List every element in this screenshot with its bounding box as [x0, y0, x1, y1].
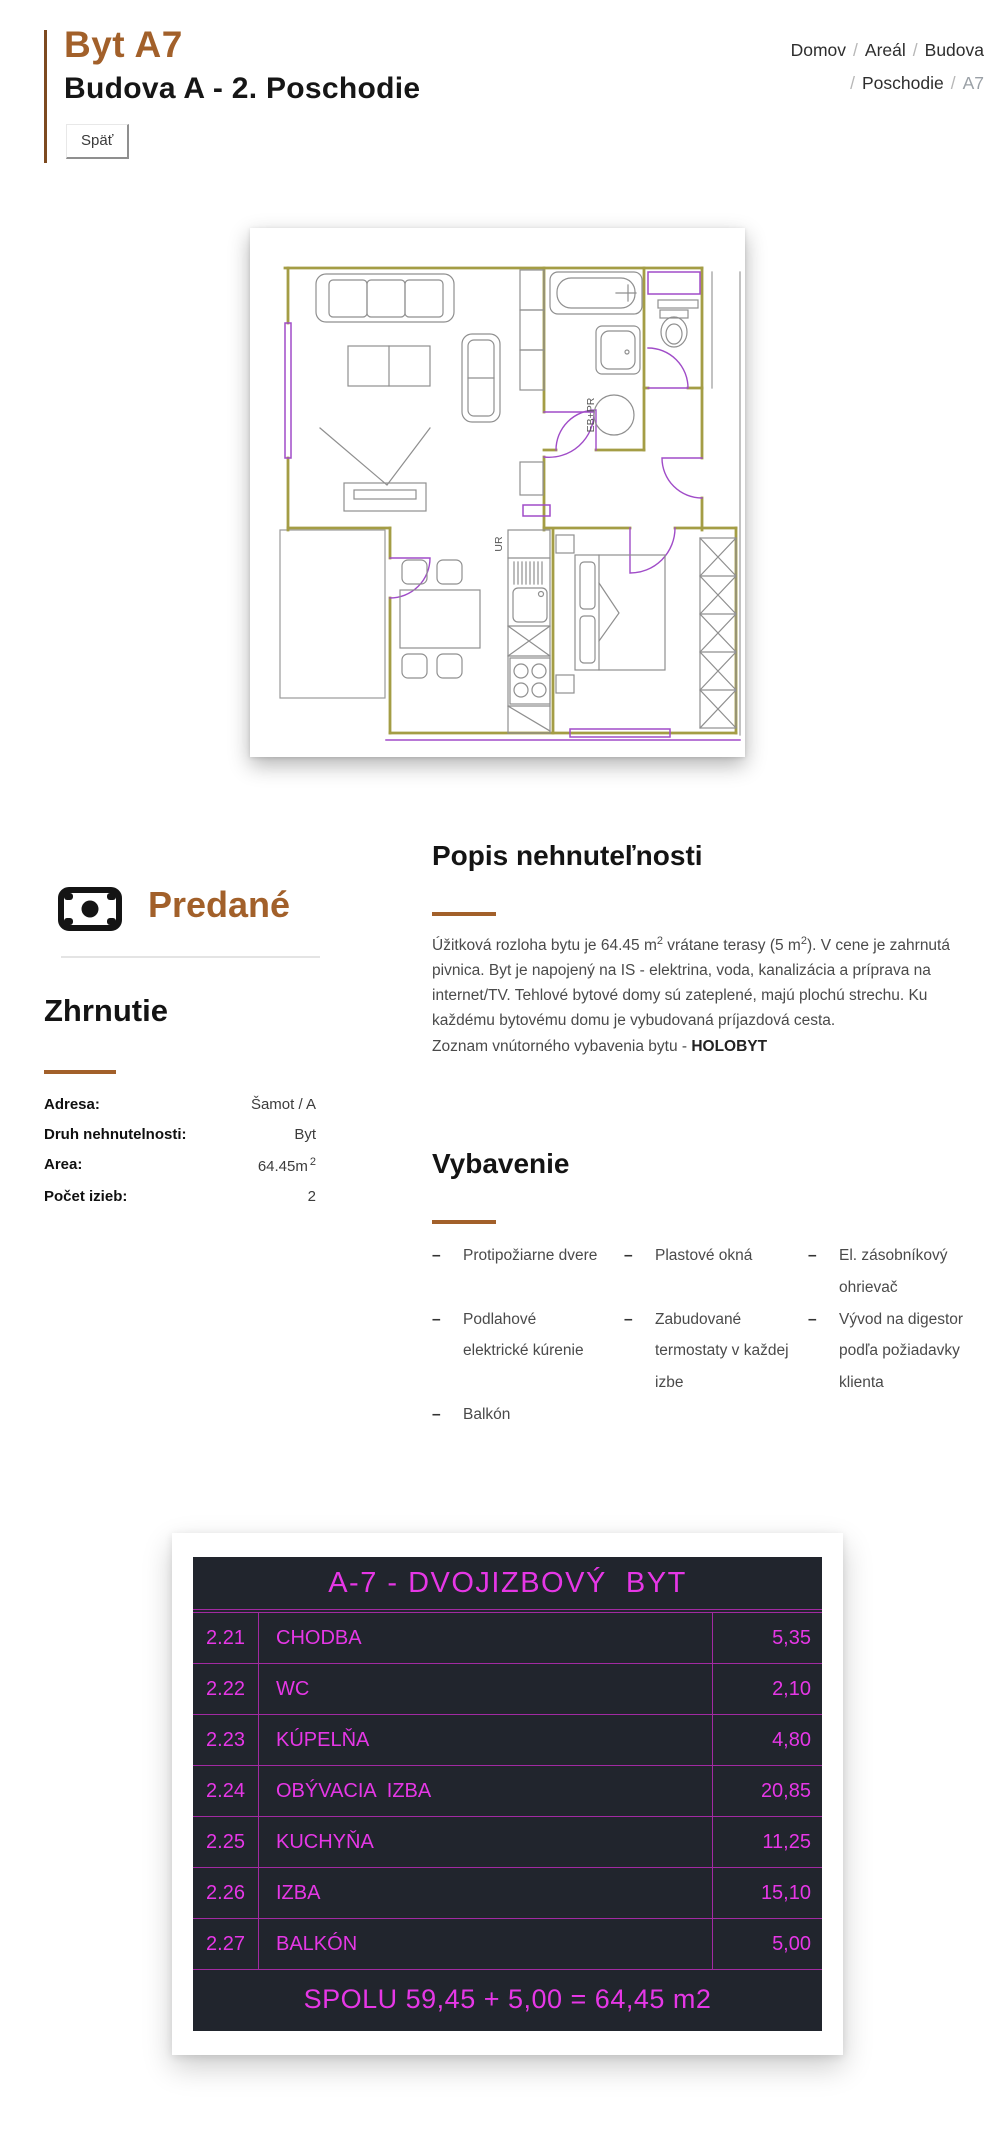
summary-row-area — [44, 1156, 316, 1175]
room-table-title: A-7 - DVOJIZBOVÝ BYT — [193, 1557, 822, 1610]
wc-shaft — [648, 272, 700, 294]
table-row: 2.21 CHODBA 5,35 — [193, 1613, 822, 1664]
tv-stand — [344, 483, 426, 511]
breadcrumb-separator: / — [912, 40, 918, 60]
status-badge: Predané — [148, 884, 291, 925]
breadcrumb-separator: / — [853, 40, 858, 60]
summary-label: Druh nehnutelnosti: — [44, 1126, 187, 1143]
table-row: 2.23 KÚPELŇA 4,80 — [193, 1715, 822, 1766]
summary-row-izby — [44, 1188, 316, 1205]
summary-table — [44, 1096, 316, 1218]
summary-row-druh — [44, 1126, 316, 1143]
breadcrumb-current-a7: A7 — [962, 73, 984, 94]
money-bill-icon — [58, 886, 122, 932]
list-item: – Protipožiarne dvere — [432, 1247, 598, 1264]
tv-cables — [320, 428, 430, 485]
equipment-heading: Vybavenie — [432, 1148, 570, 1179]
floorplan-drawing — [250, 228, 745, 757]
table-row: 2.26 IZBA 15,10 — [193, 1868, 822, 1919]
summary-value: Byt — [294, 1126, 316, 1143]
summary-row-adresa — [44, 1096, 316, 1113]
list-item: – El. zásobníkový ohrievač — [808, 1247, 948, 1296]
breadcrumb-line-1 — [664, 34, 984, 67]
toilet — [661, 317, 687, 347]
washbasin — [596, 326, 640, 374]
kitchen-sink — [513, 588, 547, 622]
breadcrumb-separator: / — [850, 73, 855, 94]
dining-table — [400, 590, 480, 648]
breadcrumb-poschodie[interactable]: Poschodie — [861, 73, 944, 94]
balcony-outline — [280, 530, 385, 698]
washer-label: EB+PR — [585, 397, 597, 433]
description-text: Úžitková rozloha bytu je 64.45 $m^2$ vrátane terasy (5 $m^2$). V cene je zahrnutá pivnica. Byt je napojený na IS - elektrina, voda, kanalizácia a príprava na internet/TV. Tehlové bytové domy sú zateplené, majú plochú strechu. Ku každému bytovému domu je vybudovaná príjazdová cesta. Zoznam vnútorného vybavenia bytu - HOLOBYT — [432, 935, 950, 1055]
summary-label: Adresa: — [44, 1096, 100, 1113]
corridor-door — [662, 458, 702, 498]
hall-cabinet — [523, 505, 550, 516]
summary-value: Šamot / A — [250, 1096, 316, 1113]
equipment-list — [432, 1240, 1000, 1431]
divider — [61, 956, 320, 958]
list-item: – Vývod na digestor podľa požiadavky klienta — [808, 1310, 964, 1392]
summary-value: 2 — [307, 1188, 316, 1205]
breadcrumb-domov[interactable]: Domov — [790, 40, 847, 60]
doors — [390, 348, 702, 598]
breadcrumb-line-2 — [664, 67, 984, 100]
heading-underline — [44, 1070, 116, 1074]
breadcrumb-separator: / — [950, 73, 956, 94]
heading-underline — [432, 912, 496, 916]
bed — [575, 555, 665, 670]
kitchen-counter — [508, 530, 550, 733]
bedroom-door — [630, 528, 675, 573]
windows — [285, 272, 740, 740]
list-item: – Podlahové elektrické kúrenie — [432, 1310, 584, 1360]
heading-underline — [432, 1220, 496, 1224]
nightstand — [556, 675, 574, 693]
living-window — [285, 323, 291, 458]
washing-machine — [594, 395, 634, 435]
fridge-label: UR — [493, 536, 505, 552]
pillow — [580, 616, 595, 663]
page-subtitle: Budova A - 2. Poschodie — [64, 72, 421, 105]
room-table — [193, 1557, 822, 2031]
accent-bar — [44, 30, 47, 163]
table-row: 2.25 KUCHYŇA 11,25 — [193, 1817, 822, 1868]
stove — [510, 658, 550, 704]
room-table-card — [172, 1533, 843, 2055]
holobyt-emphasis: HOLOBYT — [691, 1037, 768, 1055]
sofa — [316, 274, 454, 322]
table-row: 2.27 BALKÓN 5,00 — [193, 1919, 822, 1970]
list-item: – Balkón — [432, 1405, 511, 1423]
floorplan-image[interactable] — [250, 228, 745, 757]
summary-heading: Zhrnutie — [44, 993, 168, 1028]
back-button[interactable]: Späť — [66, 124, 129, 159]
table-row: 2.24 OBÝVACIA IZBA 20,85 — [193, 1766, 822, 1817]
breadcrumb-budova[interactable]: Budova — [924, 40, 984, 60]
room-table-total: SPOLU 59,45 + 5,00 = 64,45 m2 — [303, 1984, 712, 2014]
breadcrumb — [664, 34, 984, 101]
nightstand — [556, 535, 574, 553]
furniture — [316, 270, 736, 733]
list-item: – Plastové okná — [624, 1247, 753, 1264]
table-row: 2.22 WC 2,10 — [193, 1664, 822, 1715]
page-title: Byt A7 — [64, 24, 183, 65]
summary-label: Počet izieb: — [44, 1188, 128, 1205]
pillow — [580, 562, 595, 609]
wc-door — [648, 348, 688, 388]
balcony-door — [390, 558, 430, 598]
wc-shelf — [658, 300, 698, 308]
summary-label: Area: — [44, 1156, 83, 1173]
description-heading: Popis nehnuteľnosti — [432, 840, 703, 871]
summary-value: 64.45m $^2$ — [257, 1156, 316, 1175]
breadcrumb-areal[interactable]: Areál — [864, 40, 906, 60]
list-item: – Zabudované termostaty v každej izbe — [624, 1310, 789, 1392]
